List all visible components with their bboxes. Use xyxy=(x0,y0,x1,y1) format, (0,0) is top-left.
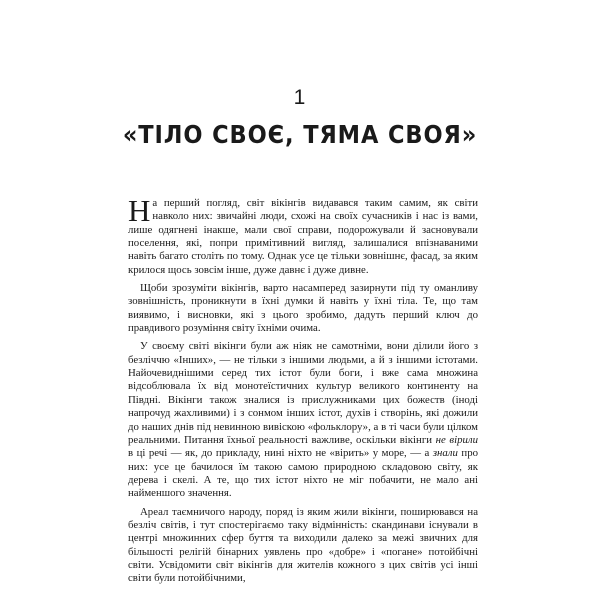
paragraph-1-text: а перший погляд, світ вікінгів видавався таким самим, як світи навколо них: звичайні люди, схожі на своїх сучасників і нас із вами, лише одягнені інакше, мали свої справи, подорожували й засновували поселення, які, попри примітивний вигляд, залишалися впізнаваними навіть багато століть по тому. Однак усе це тільки зовнішнє, фасад, за яким крилося щось зовсім інше, дуже давнє і дуже дивне. xyxy=(128,197,478,276)
paragraph-3-text-c: про них: усе це бачилося їм такою самою природною складовою світу, як дерева і скелі. А те, що тих істот ніхто не міг побачити, не мало ані найменшого значення. xyxy=(128,447,478,500)
body-text xyxy=(128,193,479,586)
paragraph-2: Щоби зрозуміти вікінгів, варто насамперед зазирнути під ту оманливу зовнішність, проникнути в їхні думки й навіть у їхні тіла. Те, що там виявимо, і висновки, які з цього зробимо, дадуть перший ключ до правдивого розуміння світу їхніми очима. xyxy=(128,282,478,335)
emphasis-znaly: знали xyxy=(432,447,458,460)
chapter-number: 1 xyxy=(293,86,307,109)
paragraph-3 xyxy=(128,340,478,500)
drop-cap: Н xyxy=(128,193,151,228)
paragraph-3-text-b: в ці речі — як, до прикладу, нині ніхто не «вірить» у море, — а xyxy=(128,447,433,460)
paragraph-4: Ареал таємничого народу, поряд із яким жили вікінги, поширювався на безліч світів, і тут спостерігаємо таку відмінність: скандинави існували в центрі множинних сфер буття та виходили далеко за межі звичних для більшості релігій бінарних уявлень про «добре» і «погане» потойбічні світи. Усвідомити світ вікінгів для жителів кожного з цих світів усі інші світи були потойбічними, xyxy=(128,505,478,585)
paragraph-3-text-a: У своєму світі вікінги були аж ніяк не самотніми, вони ділили його з безліччю «Інших», — не тільки з іншими людьми, а й з іншими істотами. Найочевиднішими серед тих істот були боги, і вже сама множина відсоблювала їх від монотеїстичних культур великого континенту на Півдні. Вікінги також зналися із прислужниками цих божеств (іноді напрочуд жахливими) і з сонмом інших істот, духів і створінь, які дожили до наших днів під невинною вивіскою «фольклору», а в ті часи були цілком реальними. Питання їхньої реальності важливе, оскільки вікінги xyxy=(128,340,478,446)
paragraph-1 xyxy=(128,193,478,277)
emphasis-ne-virily: не вірили xyxy=(435,433,479,446)
chapter-title: «ТІЛО СВОЄ, ТЯМА СВОЯ» xyxy=(122,120,478,149)
